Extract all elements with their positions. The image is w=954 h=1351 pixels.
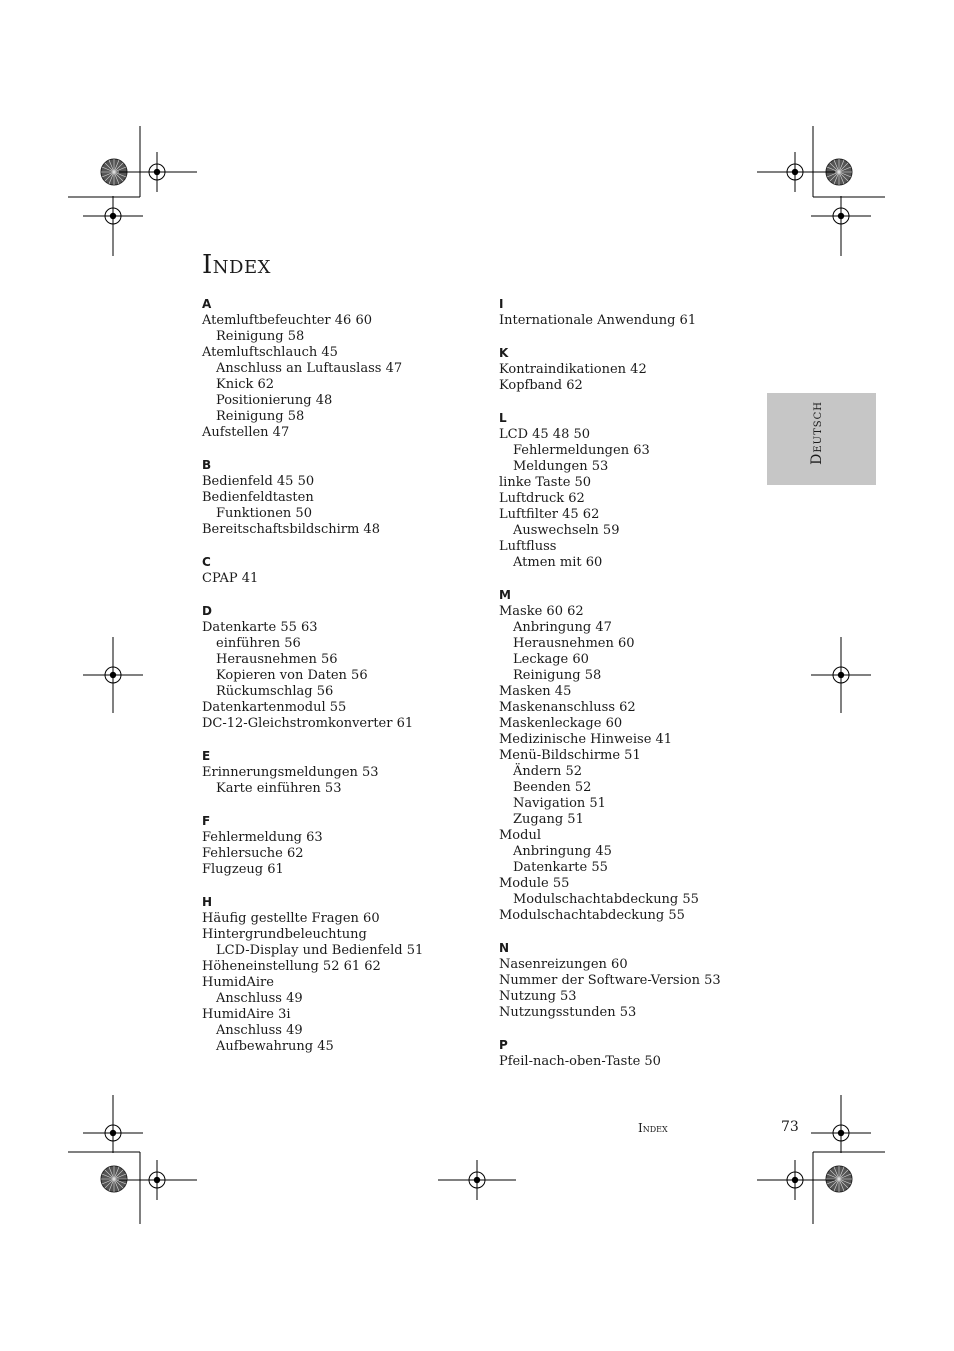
index-entry: Kopfband 62 (499, 378, 583, 393)
index-entry: Atemluftschlauch 45 (202, 345, 338, 360)
index-subentry: LCD-Display und Bedienfeld 51 (216, 943, 424, 958)
index-section (202, 457, 462, 538)
index-entry: Flugzeug 61 (202, 862, 284, 877)
section-letter: N (499, 941, 510, 955)
index-subentry: Anschluss 49 (216, 1023, 303, 1038)
index-entry: Modulschachtabdeckung 55 (499, 908, 685, 923)
index-entry: Datenkarte 55 63 (202, 620, 318, 635)
index-subentry: Anschluss an Luftauslass 47 (216, 361, 403, 376)
registration-star-icon (101, 1166, 127, 1192)
registration-star-icon (826, 1166, 852, 1192)
index-subentry: Anbringung 45 (513, 844, 612, 859)
index-entry: Maskenleckage 60 (499, 716, 623, 731)
index-entry: Fehlersuche 62 (202, 846, 304, 861)
page-number: 73 (781, 1119, 799, 1135)
index-entry: Maskenanschluss 62 (499, 700, 636, 715)
index-entry: Bedienfeldtasten (202, 490, 314, 505)
index-entry: Modul (499, 828, 541, 843)
index-entry: Erinnerungsmeldungen 53 (202, 765, 379, 780)
index-subentry: Leckage 60 (513, 652, 589, 667)
index-subentry: Aufbewahrung 45 (216, 1039, 334, 1054)
index-subentry: Modulschachtabdeckung 55 (513, 892, 699, 907)
index-entry: Luftdruck 62 (499, 491, 585, 506)
index-entry: Aufstellen 47 (202, 425, 290, 440)
index-section (499, 410, 759, 571)
index-subentry: Datenkarte 55 (513, 860, 608, 875)
index-section (202, 296, 462, 441)
index-subentry: Rückumschlag 56 (216, 684, 334, 699)
index-entry: Module 55 (499, 876, 570, 891)
index-section (499, 296, 759, 329)
index-entry: linke Taste 50 (499, 475, 592, 490)
index-entry: Nummer der Software-Version 53 (499, 973, 721, 988)
section-letter: F (202, 814, 211, 828)
index-subentry: Beenden 52 (513, 780, 592, 795)
index-entry: DC-12-Gleichstromkonverter 61 (202, 716, 414, 731)
index-entry: Pfeil-nach-oben-Taste 50 (499, 1054, 661, 1069)
index-section (202, 748, 462, 797)
page-title: Index (202, 250, 271, 280)
index-subentry: Reinigung 58 (216, 409, 305, 424)
section-letter: D (202, 604, 212, 618)
section-letter: B (202, 458, 212, 472)
index-subentry: Zugang 51 (513, 812, 584, 827)
section-letter: K (499, 346, 509, 360)
index-entry: Nutzung 53 (499, 989, 577, 1004)
index-subentry: Kopieren von Daten 56 (216, 668, 368, 683)
index-entry: Nutzungsstunden 53 (499, 1005, 637, 1020)
section-letter: I (499, 297, 504, 311)
index-section (499, 940, 759, 1021)
index-subentry: Reinigung 58 (216, 329, 305, 344)
index-entry: LCD 45 48 50 (499, 427, 591, 442)
index-entry: Maske 60 62 (499, 604, 584, 619)
footer-label: Index (638, 1121, 668, 1135)
index-entry: Menü-Bildschirme 51 (499, 748, 641, 763)
language-tab (767, 393, 876, 485)
index-subentry: Ändern 52 (513, 764, 583, 779)
index-subentry: Herausnehmen 56 (216, 652, 338, 667)
index-entry: Datenkartenmodul 55 (202, 700, 347, 715)
language-tab-label: Deutsch (809, 401, 825, 465)
section-letter: A (202, 297, 212, 311)
index-column-right (499, 296, 759, 1086)
index-entry: Masken 45 (499, 684, 572, 699)
index-subentry: Anschluss 49 (216, 991, 303, 1006)
index-subentry: Positionierung 48 (216, 393, 333, 408)
index-subentry: Funktionen 50 (216, 506, 312, 521)
index-subentry: Knick 62 (216, 377, 275, 392)
index-entry: Kontraindikationen 42 (499, 362, 647, 377)
index-subentry: Anbringung 47 (513, 620, 612, 635)
index-entry: Nasenreizungen 60 (499, 957, 628, 972)
index-section (202, 894, 462, 1055)
index-entry: Bedienfeld 45 50 (202, 474, 315, 489)
index-entry: Höheneinstellung 52 61 62 (202, 959, 381, 974)
index-entry: Bereitschaftsbildschirm 48 (202, 522, 380, 537)
index-subentry: Navigation 51 (513, 796, 606, 811)
section-letter: M (499, 588, 511, 602)
index-entry: HumidAire 3i (202, 1007, 291, 1022)
section-letter: E (202, 749, 211, 763)
index-subentry: Karte einführen 53 (216, 781, 342, 796)
index-section (202, 813, 462, 878)
index-entry: Medizinische Hinweise 41 (499, 732, 673, 747)
index-subentry: Herausnehmen 60 (513, 636, 635, 651)
section-letter: L (499, 411, 507, 425)
index-section (499, 345, 759, 394)
index-entry: CPAP 41 (202, 571, 259, 586)
index-entry: Fehlermeldung 63 (202, 830, 323, 845)
index-subentry: Reinigung 58 (513, 668, 602, 683)
index-subentry: einführen 56 (216, 636, 301, 651)
index-section (499, 587, 759, 924)
index-entry: Luftfluss (499, 539, 557, 554)
index-entry: Luftfilter 45 62 (499, 507, 600, 522)
index-subentry: Auswechseln 59 (513, 523, 620, 538)
index-entry: Häufig gestellte Fragen 60 (202, 911, 380, 926)
index-subentry: Meldungen 53 (513, 459, 609, 474)
index-entry: Atemluftbefeuchter 46 60 (202, 313, 372, 328)
index-subentry: Atmen mit 60 (513, 555, 603, 570)
index-entry: Hintergrundbeleuchtung (202, 927, 367, 942)
index-section (499, 1037, 759, 1070)
section-letter: H (202, 895, 213, 909)
index-entry: HumidAire (202, 975, 274, 990)
index-section (202, 603, 462, 732)
index-column-left (202, 296, 462, 1071)
index-entry: Internationale Anwendung 61 (499, 313, 697, 328)
section-letter: C (202, 555, 211, 569)
index-section (202, 554, 462, 587)
index-subentry: Fehlermeldungen 63 (513, 443, 650, 458)
section-letter: P (499, 1038, 508, 1052)
